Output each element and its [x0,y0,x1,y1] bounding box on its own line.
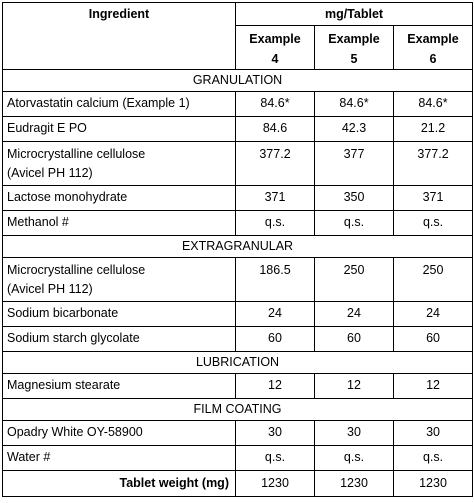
ingredient-name [3,374,236,399]
total-value: 1230 [236,471,315,497]
ingredient-name-line: Sodium starch glycolate [7,331,140,345]
ingredient-name-line: Water # [7,450,51,464]
ingredient-header: Ingredient [3,3,236,70]
ingredient-name-line: Atorvastatin calcium (Example 1) [7,96,190,110]
amount-cell: 60 [315,327,394,352]
total-value: 1230 [394,471,473,497]
ingredient-name [3,446,236,471]
ingredient-row [3,211,473,236]
amount-cell: 30 [236,421,315,446]
amount-cell: 84.6 [236,117,315,142]
ingredient-name-line: Lactose monohydrate [7,190,128,204]
ingredient-name-line: Eudragit E PO [7,121,87,135]
amount-cell: q.s. [394,446,473,471]
ingredient-row [3,302,473,327]
amount-cell: 42.3 [315,117,394,142]
mg-per-tablet-header: mg/Tablet [236,3,473,26]
ingredient-row [3,142,473,186]
example-word: Example [407,32,459,46]
amount-cell: 60 [236,327,315,352]
example-header-5 [315,26,394,70]
example-word: Example [249,32,301,46]
amount-cell: 186.5 [236,258,315,302]
ingredient-name-line: Opadry White OY-58900 [7,425,143,439]
ingredient-row [3,117,473,142]
amount-cell: 12 [315,374,394,399]
amount-cell: 250 [315,258,394,302]
amount-cell: 12 [394,374,473,399]
ingredient-name [3,258,236,302]
ingredient-name [3,186,236,211]
example-word: Example [328,32,380,46]
ingredient-name [3,327,236,352]
example-header-6 [394,26,473,70]
amount-cell: 377.2 [394,142,473,186]
amount-cell: q.s. [315,446,394,471]
ingredient-name-line: (Avicel PH 112) [7,282,93,296]
amount-cell: 377.2 [236,142,315,186]
amount-cell: 24 [315,302,394,327]
amount-cell: 60 [394,327,473,352]
ingredient-name-line: Magnesium stearate [7,378,121,392]
example-header-4 [236,26,315,70]
ingredient-name-line: Methanol # [7,215,69,229]
amount-cell: q.s. [394,211,473,236]
section-header-row [3,399,473,421]
section-header-row [3,352,473,374]
ingredient-name-line: Microcrystalline cellulose [7,263,146,277]
amount-cell: 84.6* [236,92,315,117]
ingredient-name [3,92,236,117]
example-number: 4 [271,52,279,66]
ingredient-name [3,211,236,236]
example-number: 5 [350,52,358,66]
amount-cell: 84.6* [315,92,394,117]
ingredient-row [3,92,473,117]
total-label: Tablet weight (mg) [3,471,236,497]
total-row [3,471,473,497]
formulation-table [2,2,473,497]
ingredient-row [3,327,473,352]
ingredient-row [3,421,473,446]
amount-cell: 24 [236,302,315,327]
amount-cell: 30 [315,421,394,446]
ingredient-name [3,302,236,327]
amount-cell: q.s. [236,446,315,471]
amount-cell: 371 [236,186,315,211]
amount-cell: 350 [315,186,394,211]
section-title: LUBRICATION [3,352,473,374]
ingredient-row [3,374,473,399]
ingredient-name [3,117,236,142]
section-header-row [3,70,473,92]
amount-cell: 377 [315,142,394,186]
amount-cell: q.s. [315,211,394,236]
amount-cell: 21.2 [394,117,473,142]
ingredient-name-line: (Avicel PH 112) [7,166,93,180]
ingredient-name [3,421,236,446]
amount-cell: 12 [236,374,315,399]
ingredient-name [3,142,236,186]
amount-cell: 30 [394,421,473,446]
example-number: 6 [429,52,437,66]
amount-cell: 84.6* [394,92,473,117]
ingredient-row [3,446,473,471]
amount-cell: 24 [394,302,473,327]
section-title: GRANULATION [3,70,473,92]
amount-cell: 371 [394,186,473,211]
section-header-row [3,236,473,258]
amount-cell: 250 [394,258,473,302]
total-value: 1230 [315,471,394,497]
ingredient-name-line: Sodium bicarbonate [7,306,119,320]
section-title: EXTRAGRANULAR [3,236,473,258]
ingredient-row [3,186,473,211]
header-row [3,3,473,26]
ingredient-name-line: Microcrystalline cellulose [7,147,146,161]
table-body [3,3,473,497]
ingredient-row [3,258,473,302]
section-title: FILM COATING [3,399,473,421]
amount-cell: q.s. [236,211,315,236]
